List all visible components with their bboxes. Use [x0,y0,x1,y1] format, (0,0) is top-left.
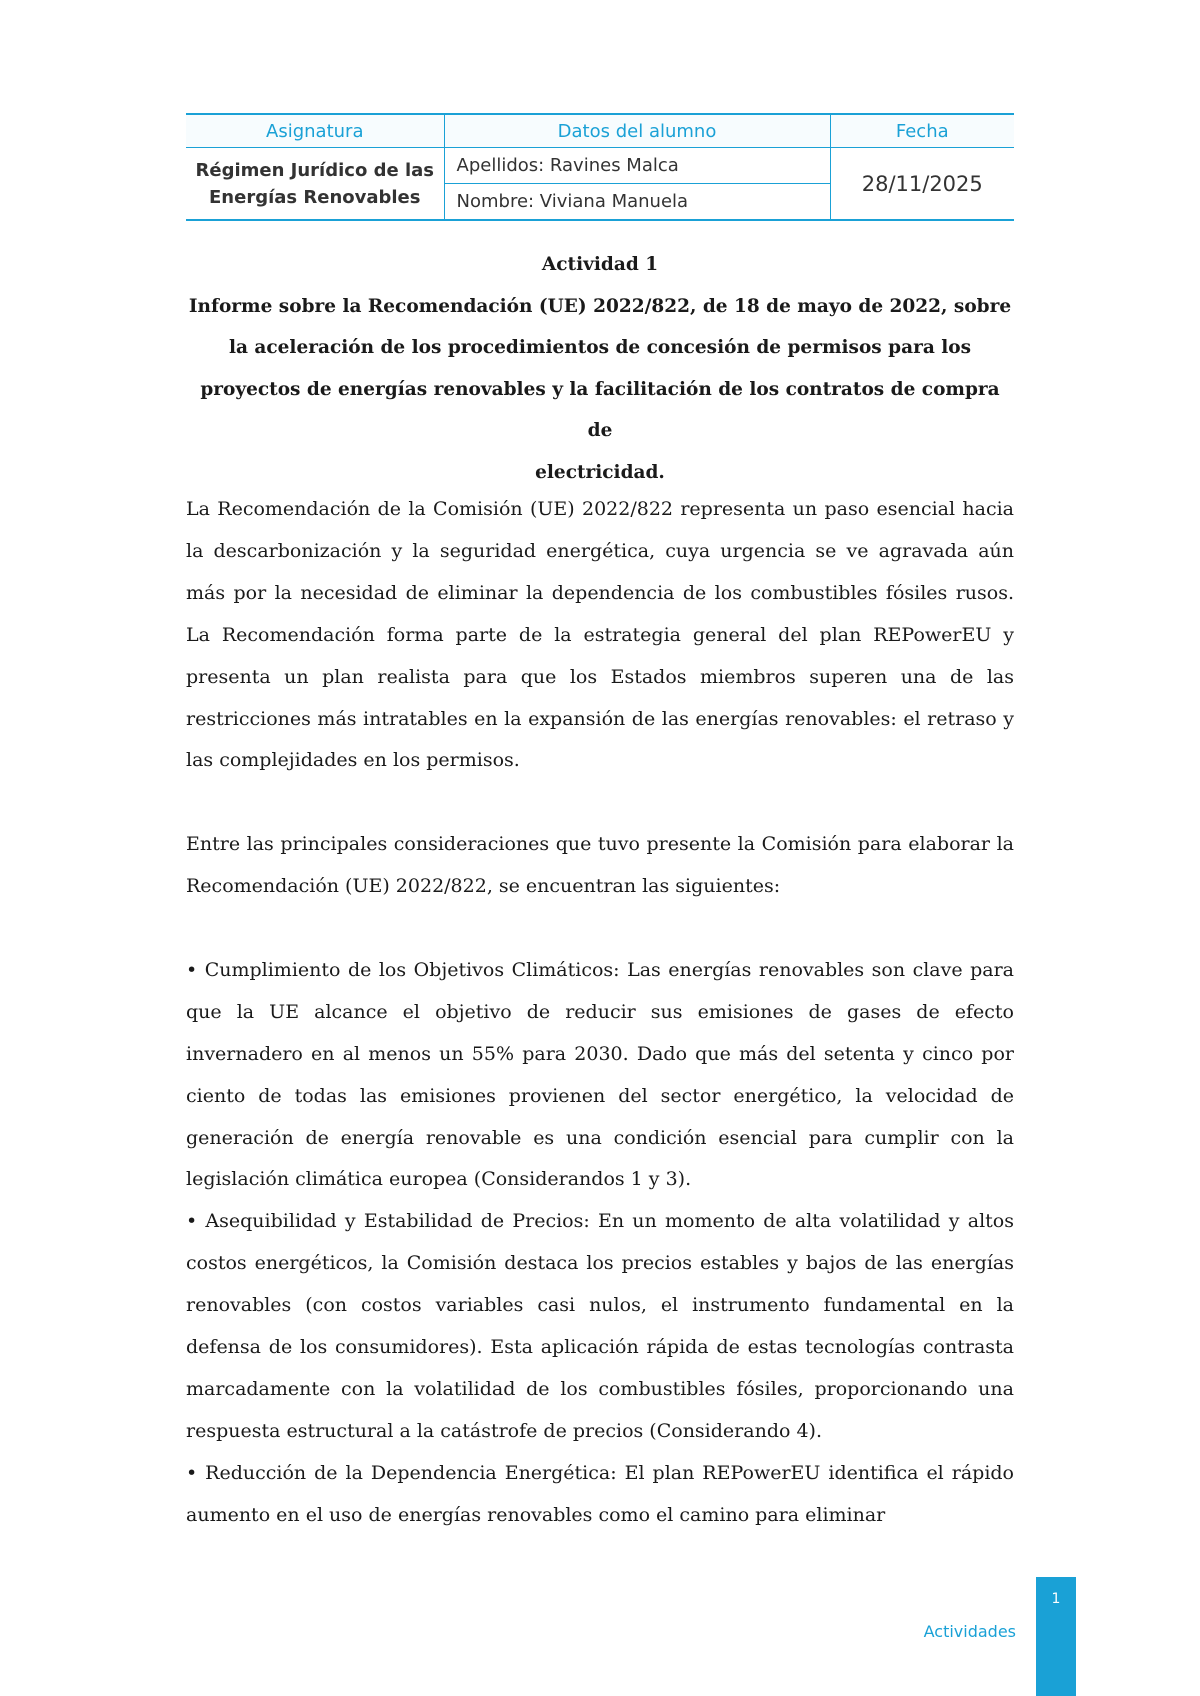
page-number-tab [1036,1577,1076,1696]
bullet-climate-objectives: • Cumplimiento de los Objetivos Climáticos: Las energías renovables son clave para que la UE alcance el objetivo de reducir sus emisiones de gases de efecto invernadero en al menos un 55% para 2030. Dado que más del setenta y cinco por ciento de todas las emisiones provienen del sector energético, la velocidad de generación de energía renovable es una condición esencial para cumplir con la legislación climática europea (Considerandos 1 y 3). [186,958,1014,1191]
subject-cell [186,148,444,221]
subject-line-1: Régimen Jurídico de las [195,159,434,181]
title-line-1: Informe sobre la Recomendación (UE) 2022/822, de 18 de mayo de 2022, sobre [188,295,1012,317]
title-line-2: la aceleración de los procedimientos de concesión de permisos para los [228,337,972,358]
activity-heading: Actividad 1 [541,254,659,275]
document-title [186,244,1014,493]
header-col-subject: Asignatura [186,114,444,148]
paragraph-intro: La Recomendación de la Comisión (UE) 2022/822 representa un paso esencial hacia la descarbonización y la seguridad energética, cuya urgencia se ve agravada aún más por la necesidad de eliminar la dependencia de los combustibles fósiles rusos. La Recomendación forma parte de la estrategia general del plan REPowerEU y presenta un plan realista para que los Estados miembros superen una de las restricciones más intratables en la expansión de las energías renovables: el retraso y las complejidades en los permisos. [186,498,1014,772]
header-col-date: Fecha [830,114,1014,148]
bullet-price-stability: • Asequibilidad y Estabilidad de Precios: En un momento de alta volatilidad y altos costos energéticos, la Comisión destaca los precios estables y bajos de las energías renovables (con costos variables casi nulos, el instrumento fundamental en la defensa de los consumidores). Esta aplicación rápida de estas tecnologías contrasta marcadamente con la volatilidad de los combustibles fósiles, proporcionando una respuesta estructural a la catástrofe de precios (Considerando 4). [186,1210,1014,1442]
student-surname: Apellidos: Ravines Malca [444,148,830,184]
document-body [186,489,1014,1537]
bullet-energy-dependence: • Reducción de la Dependencia Energética: El plan REPowerEU identifica el rápido aumento en el uso de energías renovables como el camino para eliminar [186,1461,1014,1526]
title-line-3: proyectos de energías renovables y la facilitación de los contratos de compra de [200,378,1000,441]
header-table [186,113,1014,221]
subject-line-2: Energías Renovables [209,186,421,208]
date-value: 28/11/2025 [830,148,1014,221]
student-name: Nombre: Viviana Manuela [444,184,830,221]
page-number: 1 [1051,1591,1061,1607]
title-line-4: electricidad. [535,461,665,483]
footer-label: Actividades [923,1622,1016,1641]
paragraph-considerations: Entre las principales consideraciones que tuvo presente la Comisión para elaborar la Recomendación (UE) 2022/822, se encuentran las siguientes: [186,833,1014,898]
header-col-student: Datos del alumno [444,114,830,148]
